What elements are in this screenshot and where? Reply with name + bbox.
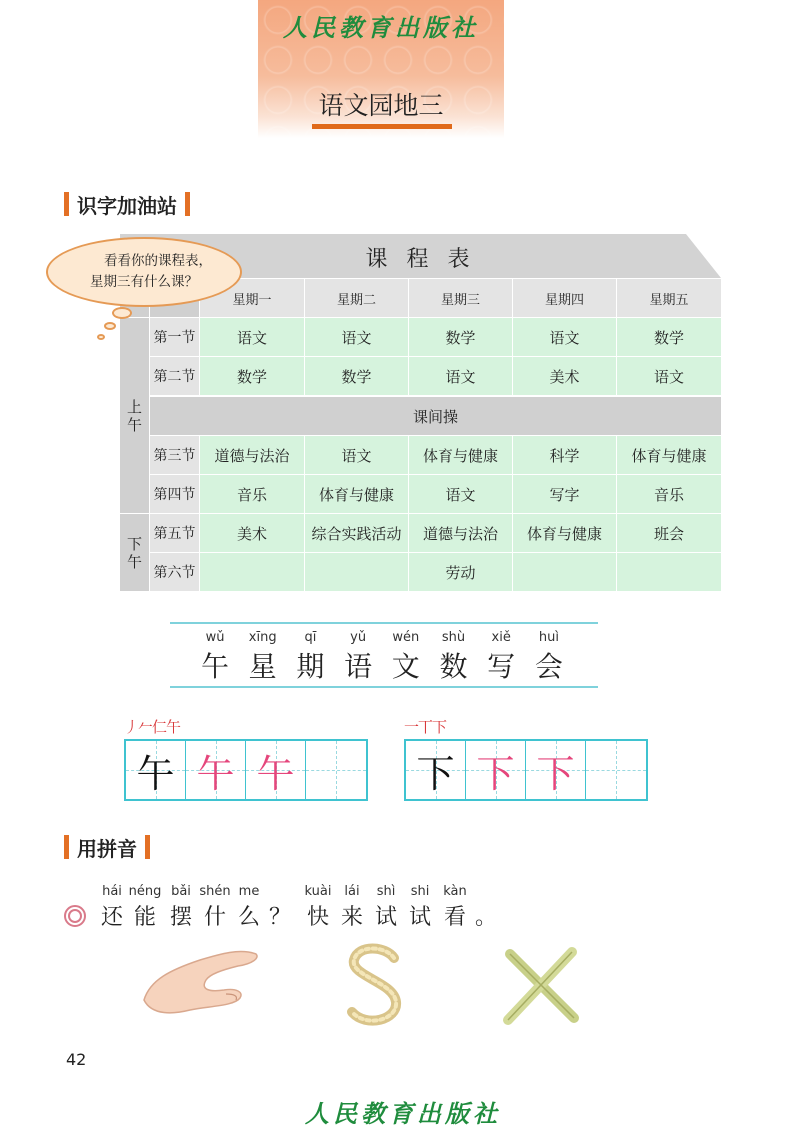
word-pinyin: qī bbox=[304, 630, 317, 645]
sentence-character: 能 bbox=[133, 905, 156, 930]
word-character: 写 bbox=[487, 650, 516, 683]
schedule-cell: 数学 bbox=[200, 357, 304, 395]
publisher-logo-bottom: 人民教育出版社 bbox=[305, 1099, 501, 1128]
swirl-icon bbox=[64, 905, 86, 927]
sentence-pinyin: shén bbox=[199, 884, 231, 899]
section-header-pinyin bbox=[64, 834, 150, 860]
schedule-cell: 美术 bbox=[200, 514, 304, 552]
title-underline bbox=[312, 124, 452, 129]
schedule-cell: 美术 bbox=[513, 357, 616, 395]
word-character: 期 bbox=[296, 650, 325, 683]
bubble-line-1: 看看你的课程表， bbox=[104, 253, 212, 269]
sentence-character: 试 bbox=[408, 905, 431, 930]
section-header-literacy bbox=[64, 191, 190, 217]
sentence-character: 什 bbox=[203, 905, 226, 930]
sentence-character: 摆 bbox=[169, 905, 192, 930]
bubble-dot bbox=[97, 334, 105, 340]
word-character: 会 bbox=[534, 650, 563, 683]
word-pinyin: shù bbox=[441, 630, 466, 645]
word-pinyin: huì bbox=[538, 630, 559, 645]
grid-cell-empty bbox=[586, 741, 646, 799]
schedule-cell: 数学 bbox=[617, 318, 721, 356]
morning-label bbox=[120, 318, 149, 513]
schedule-title: 课 程 表 bbox=[365, 247, 476, 272]
trace-char: 下 bbox=[536, 751, 575, 796]
sentence-character: 快 bbox=[306, 905, 329, 930]
grid-cell bbox=[526, 741, 586, 799]
stroke-order: 一丅下 bbox=[404, 718, 447, 736]
grid-cell bbox=[246, 741, 306, 799]
afternoon-char: 午 bbox=[126, 552, 142, 571]
word-character: 午 bbox=[200, 650, 229, 683]
schedule-cell: 体育与健康 bbox=[617, 436, 721, 474]
page-number: 42 bbox=[66, 1050, 87, 1069]
sentence-character: 。 bbox=[474, 905, 497, 930]
sentence-pinyin: kuài bbox=[304, 884, 332, 899]
period-label: 第三节 bbox=[150, 436, 199, 474]
sentence-pinyin: me bbox=[238, 884, 260, 899]
morning-char: 上 bbox=[126, 397, 142, 416]
section-bar bbox=[145, 835, 150, 859]
word-pinyin: xiě bbox=[491, 630, 511, 645]
sentence-pinyin: kàn bbox=[443, 884, 467, 899]
writing-grid bbox=[404, 739, 648, 801]
trace-char: 午 bbox=[196, 751, 235, 796]
publisher-logo-top: 人民教育出版社 bbox=[283, 13, 479, 42]
word-character: 数 bbox=[439, 650, 468, 683]
bubble-dot bbox=[112, 307, 132, 319]
bubble-line-2: 星期三有什么课？ bbox=[90, 274, 198, 290]
trace-char: 下 bbox=[476, 751, 515, 796]
sentence-pinyin: bǎi bbox=[171, 884, 191, 899]
word-pinyin: yǔ bbox=[350, 630, 367, 645]
sentence-pinyin: lái bbox=[344, 884, 360, 899]
day-header: 星期一 bbox=[200, 279, 304, 317]
section-bar bbox=[185, 192, 190, 216]
schedule-cell: 音乐 bbox=[617, 475, 721, 513]
schedule-cell: 语文 bbox=[409, 475, 512, 513]
trace-char: 午 bbox=[256, 751, 295, 796]
section-bar bbox=[64, 835, 69, 859]
rope-s-illustration bbox=[336, 940, 416, 1034]
sentence-character: 来 bbox=[340, 905, 363, 930]
sentence-pinyin: néng bbox=[128, 884, 162, 899]
sticks-x-illustration bbox=[498, 944, 582, 1028]
word-pinyin: wén bbox=[392, 630, 420, 645]
schedule-cell: 数学 bbox=[409, 318, 512, 356]
grid-cell bbox=[126, 741, 186, 799]
model-char: 下 bbox=[416, 751, 455, 796]
schedule-cell: 体育与健康 bbox=[305, 475, 408, 513]
schedule-cell bbox=[200, 553, 304, 591]
section-bar bbox=[64, 192, 69, 216]
day-header: 星期四 bbox=[513, 279, 616, 317]
period-label: 第四节 bbox=[150, 475, 199, 513]
word-character: 语 bbox=[344, 650, 373, 683]
word-line-top bbox=[170, 622, 598, 624]
schedule-cell bbox=[617, 553, 721, 591]
schedule-cell: 语文 bbox=[200, 318, 304, 356]
break-row: 课间操 bbox=[150, 397, 721, 435]
word-character: 星 bbox=[248, 650, 277, 683]
day-header: 星期二 bbox=[305, 279, 408, 317]
morning-char: 午 bbox=[126, 415, 142, 434]
schedule-cell: 道德与法治 bbox=[409, 514, 512, 552]
sentence-character: 么 bbox=[237, 905, 260, 930]
writing-grid bbox=[124, 739, 368, 801]
period-label: 第五节 bbox=[150, 514, 199, 552]
sentence-pinyin: shi bbox=[410, 884, 430, 899]
word-character: 文 bbox=[391, 650, 420, 683]
period-label: 第二节 bbox=[150, 357, 199, 395]
grid-cell bbox=[186, 741, 246, 799]
schedule-cell: 劳动 bbox=[409, 553, 512, 591]
section-title: 识字加油站 bbox=[77, 193, 177, 218]
afternoon-char: 下 bbox=[126, 534, 142, 553]
bubble-dot bbox=[104, 322, 116, 330]
schedule-cell bbox=[513, 553, 616, 591]
sentence-pinyin: shì bbox=[376, 884, 396, 899]
schedule-cell: 音乐 bbox=[200, 475, 304, 513]
word-pinyin: wǔ bbox=[205, 630, 225, 645]
day-header: 星期五 bbox=[617, 279, 721, 317]
hand-shape-illustration bbox=[140, 940, 262, 1030]
sentence-character: 试 bbox=[374, 905, 397, 930]
schedule-cell: 数学 bbox=[305, 357, 408, 395]
header-banner bbox=[258, 0, 504, 138]
word-line-bottom bbox=[170, 686, 598, 688]
day-header: 星期三 bbox=[409, 279, 512, 317]
word-pinyin: xīng bbox=[248, 630, 277, 645]
unit-title: 语文园地三 bbox=[318, 91, 444, 120]
model-char: 午 bbox=[136, 751, 175, 796]
schedule-cell: 语文 bbox=[305, 436, 408, 474]
schedule-cell: 科学 bbox=[513, 436, 616, 474]
schedule-cell: 道德与法治 bbox=[200, 436, 304, 474]
grid-cell bbox=[466, 741, 526, 799]
sentence-character: 还 bbox=[100, 905, 123, 930]
stroke-order: 丿𠂉仁午 bbox=[124, 718, 181, 736]
sentence-pinyin: hái bbox=[102, 884, 122, 899]
grid-cell-empty bbox=[306, 741, 366, 799]
schedule-cell: 写字 bbox=[513, 475, 616, 513]
period-label: 第一节 bbox=[150, 318, 199, 356]
schedule-cell: 班会 bbox=[617, 514, 721, 552]
afternoon-label bbox=[120, 514, 149, 591]
sentence-character: 看 bbox=[443, 905, 466, 930]
schedule-cell: 语文 bbox=[305, 318, 408, 356]
schedule-cell: 语文 bbox=[617, 357, 721, 395]
schedule-cell: 语文 bbox=[513, 318, 616, 356]
sentence-character: ？ bbox=[268, 905, 291, 930]
speech-bubble bbox=[46, 237, 242, 307]
schedule-cell: 综合实践活动 bbox=[305, 514, 408, 552]
schedule-cell: 体育与健康 bbox=[513, 514, 616, 552]
period-label: 第六节 bbox=[150, 553, 199, 591]
grid-cell bbox=[406, 741, 466, 799]
schedule-cell: 体育与健康 bbox=[409, 436, 512, 474]
section-title: 用拼音 bbox=[77, 836, 137, 861]
schedule-cell bbox=[305, 553, 408, 591]
schedule-cell: 语文 bbox=[409, 357, 512, 395]
